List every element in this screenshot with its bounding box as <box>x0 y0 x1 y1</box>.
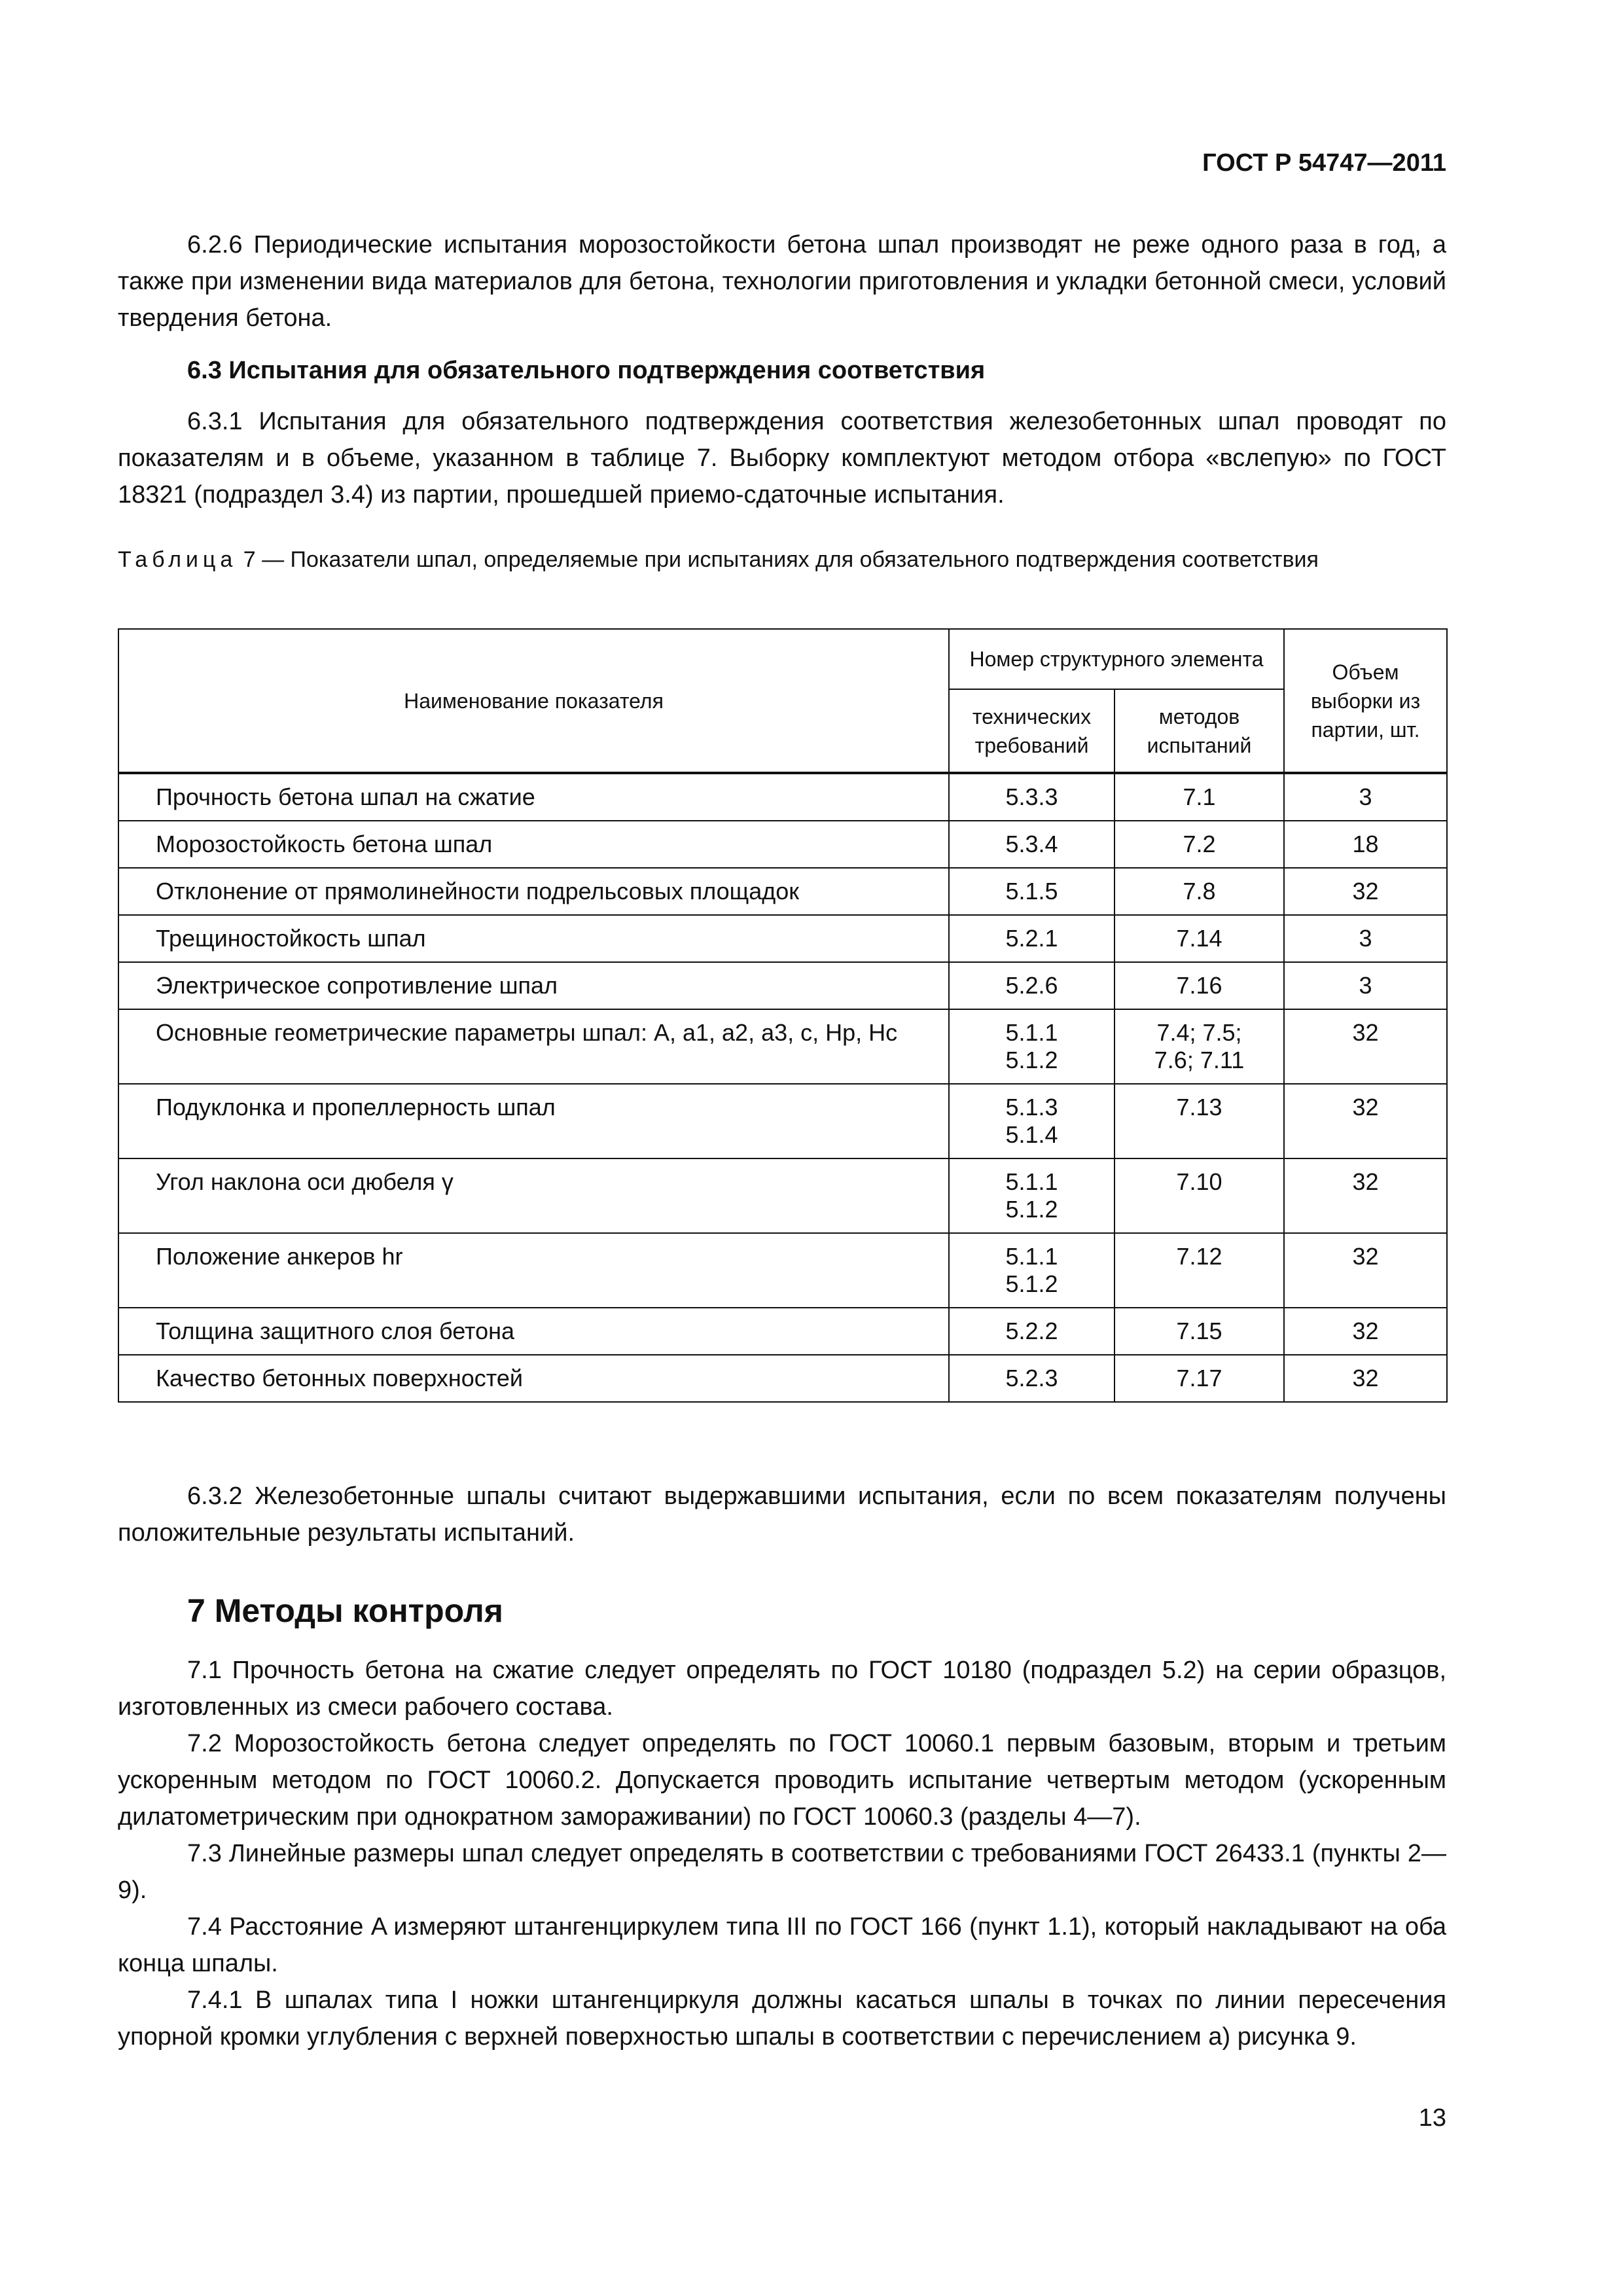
table-row <box>118 1308 1447 1355</box>
paragraph-6-3-2: 6.3.2 Железобетонные шпалы считают выдержавшими испытания, если по всем показателям получены положительные результаты испытаний. <box>118 1482 1446 1547</box>
row-name: Морозостойкость бетона шпал <box>118 821 949 868</box>
table-row <box>118 1158 1447 1233</box>
row-tech: 5.1.1 5.1.2 <box>949 1158 1115 1233</box>
header-tech: технических требований <box>949 689 1115 773</box>
row-name: Прочность бетона шпал на сжатие <box>118 773 949 821</box>
row-tech: 5.1.1 5.1.2 <box>949 1009 1115 1084</box>
row-method: 7.8 <box>1115 868 1284 915</box>
table-caption-label: Таблица <box>118 547 238 572</box>
document-page <box>118 0 1446 2296</box>
row-name: Трещиностойкость шпал <box>118 915 949 962</box>
row-volume: 18 <box>1284 821 1447 868</box>
row-method: 7.16 <box>1115 962 1284 1009</box>
header-methods: методов испытаний <box>1115 689 1284 773</box>
table-row <box>118 868 1447 915</box>
table-row <box>118 1233 1447 1308</box>
row-method: 7.17 <box>1115 1355 1284 1402</box>
header-volume: Объем выборки из партии, шт. <box>1284 629 1447 773</box>
row-name: Толщина защитного слоя бетона <box>118 1308 949 1355</box>
header-name: Наименование показателя <box>118 629 949 773</box>
row-tech: 5.2.1 <box>949 915 1115 962</box>
section-heading-6-3: 6.3 Испытания для обязательного подтверждения соответствия <box>187 357 986 384</box>
table-caption-text: 7 — Показатели шпал, определяемые при испытаниях для обязательного подтверждения соответствия <box>237 547 1319 572</box>
section-heading-7: 7 Методы контроля <box>187 1592 503 1629</box>
row-volume: 32 <box>1284 868 1447 915</box>
paragraph-6-2-6: 6.2.6 Периодические испытания морозостойкости бетона шпал производят не реже одного раза в год, а также при изменении вида материалов для бетона, технологии приготовления и укладки бетонной смеси, условий твердения бетона. <box>118 231 1446 332</box>
row-volume: 32 <box>1284 1308 1447 1355</box>
row-tech: 5.2.3 <box>949 1355 1115 1402</box>
paragraph-6-3-1: 6.3.1 Испытания для обязательного подтверждения соответствия железобетонных шпал проводят по показателям и в объеме, указанном в таблице 7. Выборку комплектуют методом отбора «вслепую» по ГОСТ 18321 (подраздел 3.4) из партии, прошедшей приемо-сдаточные испытания. <box>118 408 1446 509</box>
table-header <box>118 629 1447 773</box>
row-method: 7.14 <box>1115 915 1284 962</box>
row-tech: 5.1.5 <box>949 868 1115 915</box>
row-method: 7.4; 7.5; 7.6; 7.11 <box>1115 1009 1284 1084</box>
paragraph-7-3: 7.3 Линейные размеры шпал следует определять в соответствии с требованиями ГОСТ 26433.1 (пункты 2—9). <box>118 1840 1446 1904</box>
table-row <box>118 1009 1447 1084</box>
paragraph-7-4-1: 7.4.1 В шпалах типа I ножки штангенциркуля должны касаться шпалы в точках по линии пересечения упорной кромки углубления с верхней поверхностью шпалы в соответствии с перечислением а) рисунка 9. <box>118 1986 1446 2051</box>
table-row <box>118 962 1447 1009</box>
row-tech: 5.3.4 <box>949 821 1115 868</box>
header-struct: Номер структурного элемента <box>949 629 1284 689</box>
row-name: Подуклонка и пропеллерность шпал <box>118 1084 949 1158</box>
paragraph-7-1: 7.1 Прочность бетона на сжатие следует определять по ГОСТ 10180 (подраздел 5.2) на серии образцов, изготовленных из смеси рабочего состава. <box>118 1657 1446 1721</box>
row-method: 7.1 <box>1115 773 1284 821</box>
row-method: 7.12 <box>1115 1233 1284 1308</box>
row-volume: 3 <box>1284 962 1447 1009</box>
row-volume: 32 <box>1284 1233 1447 1308</box>
row-name: Угол наклона оси дюбеля γ <box>118 1158 949 1233</box>
row-method: 7.15 <box>1115 1308 1284 1355</box>
row-tech: 5.1.3 5.1.4 <box>949 1084 1115 1158</box>
table-row <box>118 915 1447 962</box>
row-tech: 5.2.6 <box>949 962 1115 1009</box>
row-volume: 3 <box>1284 915 1447 962</box>
table-row <box>118 1355 1447 1402</box>
row-name: Отклонение от прямолинейности подрельсовых площадок <box>118 868 949 915</box>
paragraph-7-4: 7.4 Расстояние A измеряют штангенциркулем типа III по ГОСТ 166 (пункт 1.1), который накладывают на оба конца шпалы. <box>118 1913 1446 1977</box>
paragraph-7-2: 7.2 Морозостойкость бетона следует определять по ГОСТ 10060.1 первым базовым, вторым и третьим ускоренным методом по ГОСТ 10060.2. Допускается проводить испытание четвертым методом (ускоренным дилатометрическим при однократном замораживании) по ГОСТ 10060.3 (разделы 4—7). <box>118 1730 1446 1831</box>
row-volume: 32 <box>1284 1009 1447 1084</box>
row-volume: 32 <box>1284 1084 1447 1158</box>
table-row <box>118 1084 1447 1158</box>
row-volume: 32 <box>1284 1355 1447 1402</box>
row-volume: 32 <box>1284 1158 1447 1233</box>
row-tech: 5.3.3 <box>949 773 1115 821</box>
row-name: Качество бетонных поверхностей <box>118 1355 949 1402</box>
table-7 <box>118 628 1448 1403</box>
row-name: Электрическое сопротивление шпал <box>118 962 949 1009</box>
table-row <box>118 773 1447 821</box>
table-row <box>118 821 1447 868</box>
row-name: Положение анкеров hr <box>118 1233 949 1308</box>
row-method: 7.13 <box>1115 1084 1284 1158</box>
document-header: ГОСТ Р 54747—2011 <box>1202 149 1446 177</box>
row-name: Основные геометрические параметры шпал: A, a1, a2, a3, c, Hp, Hc <box>118 1009 949 1084</box>
row-method: 7.10 <box>1115 1158 1284 1233</box>
table-caption <box>118 543 1446 576</box>
row-tech: 5.2.2 <box>949 1308 1115 1355</box>
page-number: 13 <box>1418 2104 1446 2132</box>
row-method: 7.2 <box>1115 821 1284 868</box>
row-tech: 5.1.1 5.1.2 <box>949 1233 1115 1308</box>
row-volume: 3 <box>1284 773 1447 821</box>
